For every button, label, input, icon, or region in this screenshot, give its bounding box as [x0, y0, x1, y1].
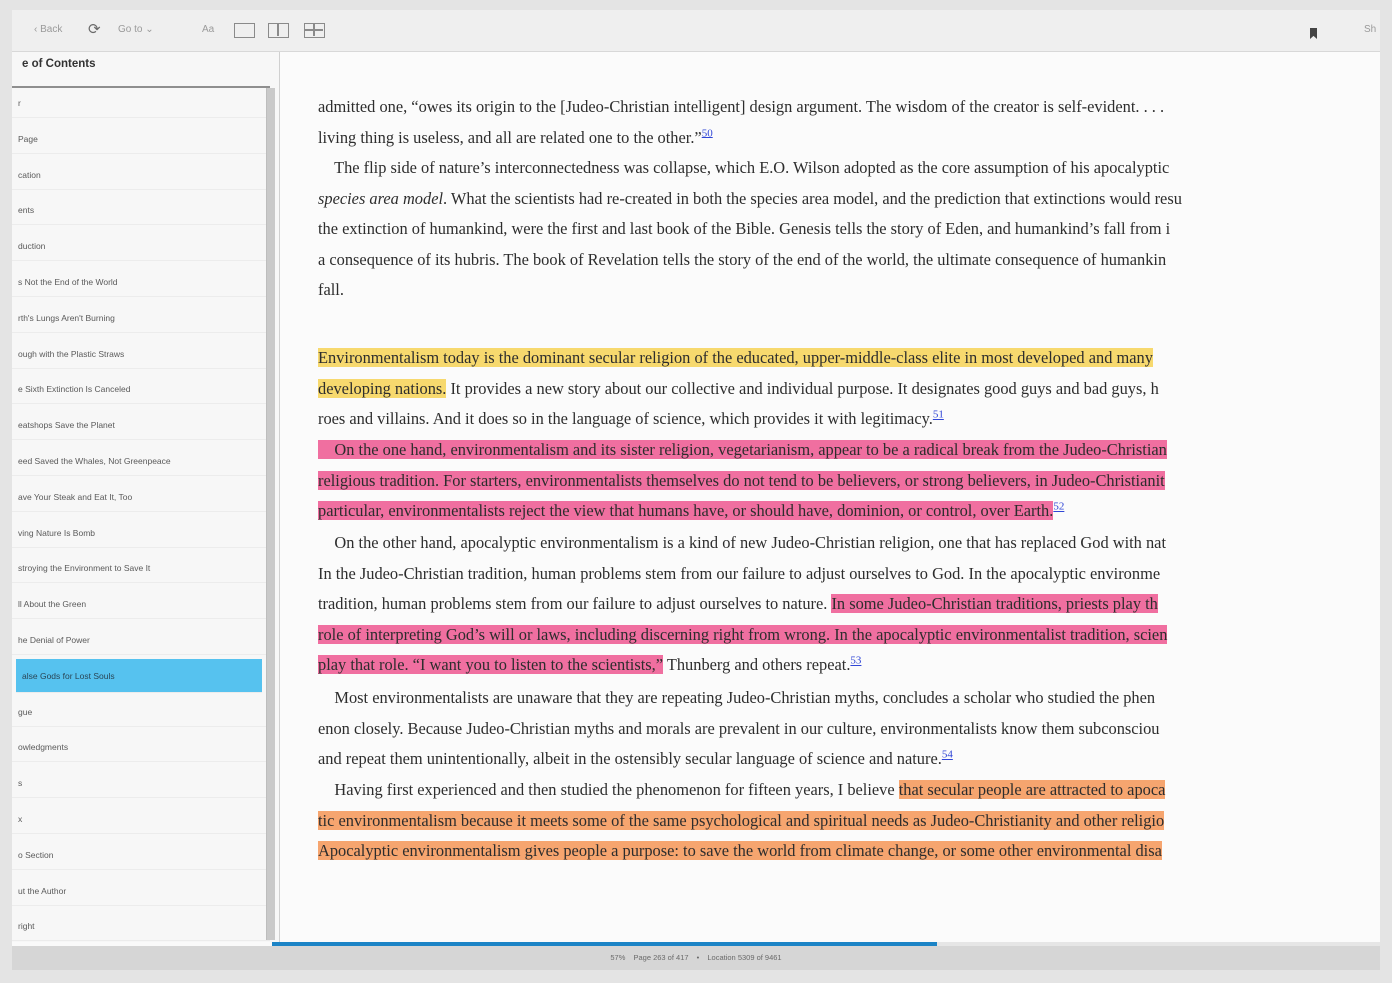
page-indicator: Page 263 of 417	[633, 953, 689, 962]
highlight-orange[interactable]: that secular people are attracted to apoca	[898, 780, 1166, 799]
toc-item[interactable]: ents	[12, 195, 270, 225]
highlight-pink[interactable]: religious tradition. For starters, environmentalists themselves do not tend to be believers, or strong believers, in Judeo-Christianit	[318, 470, 1165, 490]
goto-button[interactable]: Go to ⌄	[118, 24, 154, 35]
toc-item[interactable]: gue	[12, 697, 270, 727]
paragraph	[318, 153, 1182, 306]
separator: •	[696, 953, 700, 962]
toc-title: e of Contents	[22, 58, 96, 70]
toc-item[interactable]: o Section	[12, 840, 270, 870]
footnote-link[interactable]: 52	[1053, 500, 1065, 513]
toc-item[interactable]: eatshops Save the Planet	[12, 410, 270, 440]
text-line: On the other hand, apocalyptic environmentalism is a kind of new Judeo-Christian religion, one that has replaced God with nat	[318, 533, 1166, 552]
location-indicator: Location 5309 of 9461	[707, 953, 782, 962]
text-line: It provides a new story about our collective and individual purpose. It designates good guys and bad guys, h	[446, 378, 1159, 398]
text-line: Thunberg and others repeat.	[663, 655, 851, 674]
text-line: enon closely. Because Judeo-Christian myths and morals are prevalent in our culture, environmentalists know them subconsciou	[318, 718, 1160, 738]
toc-item[interactable]: s	[12, 768, 270, 798]
footnote-link[interactable]: 50	[701, 127, 713, 140]
text-line: Most environmentalists are unaware that they are repeating Judeo-Christian myths, concludes a scholar who studied the phen	[318, 688, 1156, 707]
single-page-icon[interactable]	[234, 23, 255, 38]
toc-item[interactable]: duction	[12, 231, 270, 261]
toc-item[interactable]: x	[12, 804, 270, 834]
paragraph	[318, 528, 1167, 681]
toc-sidebar	[12, 52, 280, 942]
progress-percent: 57%	[610, 953, 626, 962]
highlight-pink[interactable]: In some Judeo-Christian traditions, priests play th	[831, 594, 1158, 613]
reader-window	[12, 10, 1380, 970]
text-line: living thing is useless, and all are related one to the other.”	[318, 127, 702, 147]
footnote-link[interactable]: 53	[850, 654, 862, 667]
back-button[interactable]: ‹ Back	[34, 24, 63, 35]
text-line: admitted one, “owes its origin to the [Judeo-Christian intelligent] design argument. The wisdom of the creator is self-evident. . . .	[318, 97, 1165, 116]
text-line: and repeat them unintentionally, albeit in the ostensibly secular language of science and nature.	[318, 749, 942, 768]
toc-item[interactable]: alse Gods for Lost Souls	[16, 659, 262, 693]
paragraph	[318, 343, 1159, 435]
toc-item[interactable]: right	[12, 911, 270, 941]
paragraph	[318, 683, 1159, 775]
toc-item[interactable]: ll About the Green	[12, 589, 270, 619]
text-line: On the one hand, environmentalism and its sister religion, vegetarianism, appear to be a radical break from the Judeo-Christian	[334, 440, 1167, 459]
highlight-orange[interactable]: tic environmentalism because it meets some of the same psychological and spiritual needs as Judeo-Christianity and other religio	[318, 810, 1165, 830]
toc-item[interactable]: ving Nature Is Bomb	[12, 518, 270, 548]
text-line: the extinction of humankind, were the first and last book of the Bible. Genesis tells the story of Eden, and humankind’s fall from i	[318, 219, 1171, 238]
text-line: tradition, human problems stem from our failure to adjust ourselves to nature.	[318, 594, 832, 613]
font-settings-button[interactable]: Aa	[202, 24, 215, 35]
status-bar	[12, 946, 1380, 970]
toc-item[interactable]: eed Saved the Whales, Not Greenpeace	[12, 446, 270, 476]
toc-item[interactable]: e Sixth Extinction Is Canceled	[12, 374, 270, 404]
text-line: In the Judeo-Christian tradition, human problems stem from our failure to adjust ourselves to God. In the apocalyptic environme	[318, 563, 1161, 583]
text-line: The flip side of nature’s interconnectedness was collapse, which E.O. Wilson adopted as the core assumption of his apocalyptic	[318, 158, 1170, 177]
sync-icon[interactable]: ⟳	[88, 21, 101, 38]
text-line: Having first experienced and then studied the phenomenon for fifteen years, I believe	[318, 780, 899, 799]
toc-item[interactable]: he Denial of Power	[12, 625, 270, 655]
toc-item[interactable]: owledgments	[12, 732, 270, 762]
two-page-icon[interactable]	[268, 23, 289, 38]
text-line: roes and villains. And it does so in the language of science, which provides it with legitimacy.	[318, 409, 933, 428]
text-line: fall.	[318, 280, 344, 299]
toc-item[interactable]: r	[12, 88, 270, 118]
highlight-orange[interactable]: Apocalyptic environmentalism gives people a purpose: to save the world from climate change, or some other environmental disa	[318, 841, 1162, 860]
toc-item[interactable]: ough with the Plastic Straws	[12, 339, 270, 369]
grid-icon[interactable]	[304, 23, 325, 38]
italic-term: species area model	[318, 188, 444, 208]
footnote-link[interactable]: 51	[932, 408, 944, 421]
toolbar	[12, 10, 1380, 52]
highlight-pink[interactable]: play that role. “I want you to listen to the scientists,”	[318, 655, 664, 674]
toc-item[interactable]: s Not the End of the World	[12, 267, 270, 297]
highlight-pink[interactable]: particular, environmentalists reject the view that humans have, or should have, dominion, or control, over Earth.	[318, 501, 1054, 520]
paragraph	[318, 775, 1165, 867]
highlight-pink[interactable]	[318, 440, 1167, 459]
toc-item[interactable]: cation	[12, 160, 270, 190]
text-line: a consequence of its hubris. The book of Revelation tells the story of the end of the world, the ultimate consequence of humankin	[318, 249, 1167, 269]
toc-list	[12, 86, 270, 940]
text-line: . What the scientists had re-created in both the species area model, and the prediction that extinctions would resu	[443, 188, 1182, 208]
toc-item[interactable]: ut the Author	[12, 876, 270, 906]
toc-item[interactable]: ave Your Steak and Eat It, Too	[12, 482, 270, 512]
toc-item[interactable]: stroying the Environment to Save It	[12, 553, 270, 583]
toc-item[interactable]: Page	[12, 124, 270, 154]
highlight-yellow[interactable]: developing nations.	[318, 378, 447, 398]
toc-item[interactable]: rth's Lungs Aren't Burning	[12, 303, 270, 333]
paragraph	[318, 435, 1167, 527]
reading-pane	[280, 52, 1380, 942]
footnote-link[interactable]: 54	[941, 748, 953, 761]
bookmark-icon[interactable]	[1310, 28, 1317, 39]
paragraph	[318, 92, 1164, 153]
toc-scrollbar[interactable]	[266, 88, 275, 940]
highlight-pink[interactable]: role of interpreting God’s will or laws, including discerning right from wrong. In the apocalyptic environmentalist tradition, scien	[318, 624, 1168, 644]
highlight-yellow[interactable]: Environmentalism today is the dominant secular religion of the educated, upper-middle-class elite in most developed and many	[318, 348, 1153, 367]
share-button[interactable]: Sh	[1364, 24, 1377, 35]
